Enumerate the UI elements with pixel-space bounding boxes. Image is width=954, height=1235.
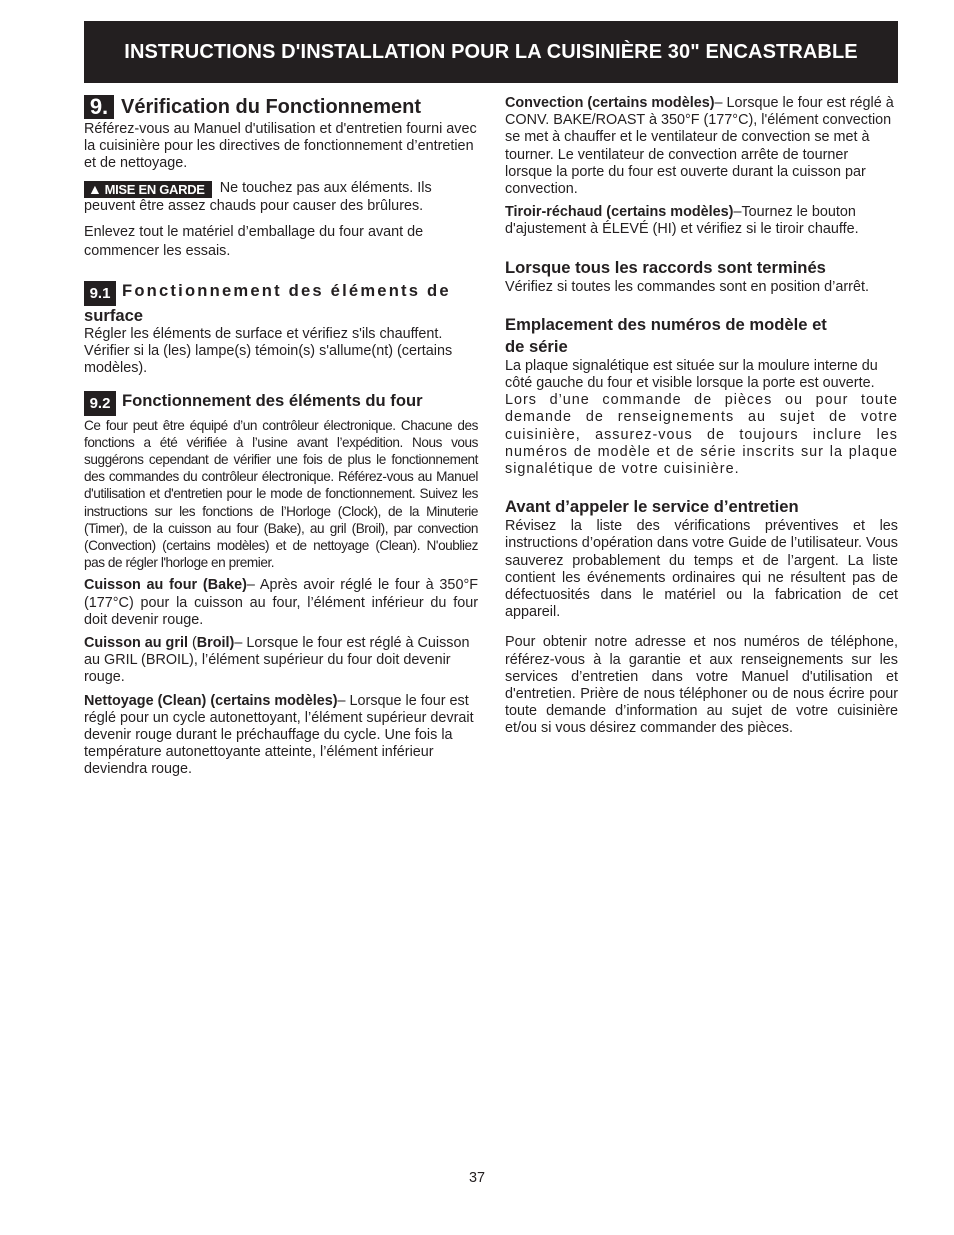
page-number: 37 bbox=[468, 1170, 485, 1186]
connections-heading: Lorsque tous les raccords sont terminés bbox=[505, 257, 826, 277]
bake-text: – Après avoir réglé le four à 350°F (177°C) pour la cuisson au four, l’élément inférieur du four doit devenir rouge. bbox=[84, 577, 478, 628]
page-header-banner bbox=[84, 21, 898, 83]
section-9-2-title: Fonctionnement des éléments du four bbox=[122, 390, 423, 410]
warning-triangle-icon: ▲ bbox=[88, 180, 102, 197]
service-text: Révisez la liste des vérifications préventives et les instructions d’opération dans votre Guide de l’utilisateur. Vous sauverez probablement du temps et de l’argent. La liste contient les événements ordinaires qui ne résultent pas de défectuosités dans le matériel ou la fabrication de cet appareil. bbox=[505, 518, 898, 621]
section-9-1-body: Régler les éléments de surface et vérifiez s'ils chauffent. Vérifier si la (les) lampe(s) témoin(s) s'allume(nt) (certains modèles). bbox=[84, 325, 453, 377]
section-9-2-number: 9.2 bbox=[84, 391, 116, 416]
convection-paragraph bbox=[505, 95, 898, 198]
warning-paragraph bbox=[84, 180, 478, 215]
warning-badge-label: MISE EN GARDE bbox=[104, 181, 205, 197]
clean-text: – Lorsque le four est réglé pour un cycle autonettoyant, l’élément supérieur devrait devenir rouge durant le préchauffage du cycle. Une fois la température autonettoyante atteinte, l’élément inférieur deviendra rouge. bbox=[84, 692, 474, 778]
section-9-1-number: 9.1 bbox=[84, 281, 116, 306]
contact-text: Pour obtenir notre adresse et nos numéros de téléphone, référez-vous à la garantie et aux renseignements sur les services d’entretien dans votre Manuel d'utilisation et d'entretien. Prière de nous téléphoner ou de nous écrire pour toute demande d’information au sujet de votre cuisinière et/ou si vous désirez commander des pièces. bbox=[505, 634, 898, 737]
section-9-intro: Référez-vous au Manuel d'utilisation et d'entretien fourni avec la cuisinière pour les directives de fonctionnement d’entretien et de nettoyage. bbox=[84, 121, 477, 172]
section-9-title: Vérification du Fonctionnement bbox=[121, 95, 422, 118]
left-column bbox=[84, 95, 478, 779]
clean-paragraph bbox=[84, 693, 478, 779]
convection-text: – Lorsque le four est réglé à CONV. BAKE/ROAST à 350°F (177°C), l'élément convection se met à chauffer et le ventilateur de convection se met à tourner. Le ventilateur de convection arrête de tourner lorsque la porte du four est ouverte durant la cuisson par convection. bbox=[505, 95, 894, 198]
warning-text: Ne touchez pas aux éléments. Ils peuvent être assez chauds pour causer des brûlures. bbox=[84, 179, 432, 214]
drawer-text: –Tournez le bouton d'ajustement à ÉLEVÉ (HI) et vérifiez si le tiroir chauffe. bbox=[505, 204, 859, 238]
section-9-heading bbox=[84, 95, 478, 119]
section-9-2-body: Ce four peut être équipé d’un contrôleur électronique. Chacune des fonctions a été vérifiée à l’usine avant l’expédition. Nous vous suggérons cependant de vérifier une fois de plus le fonctionnement des commandes du contrôleur électronique. Référez-vous au Manuel d'utilisation et d'entretien pour le mode de fonctionnement. Suivez les instructions sur les fonctions de l’Horloge (Clock), de la Minuterie (Timer), de la cuisson au four (Bake), au gril (Broil), par convection (Convection) (certains modèles) et de nettoyage (Clean). N'oubliez pas de régler l'horloge en premier. bbox=[84, 417, 478, 571]
section-9-1-title-line2: surface bbox=[84, 305, 144, 325]
page-header-title: INSTRUCTIONS D'INSTALLATION POUR LA CUISINIÈRE 30" ENCASTRABLE bbox=[124, 40, 858, 63]
convection-label: Convection (certains modèles) bbox=[505, 95, 715, 111]
warning-badge bbox=[84, 181, 212, 198]
drawer-paragraph bbox=[505, 204, 898, 238]
section-9-2-heading bbox=[84, 391, 478, 416]
bake-label: Cuisson au four (Bake) bbox=[84, 577, 247, 594]
section-9-1-heading bbox=[84, 281, 478, 326]
broil-label-suffix: Broil) bbox=[196, 634, 235, 651]
packaging-text: Enlevez tout le matériel d’emballage du four avant de commencer les essais. bbox=[84, 223, 424, 259]
serial-heading-line2: de série bbox=[505, 336, 568, 356]
serial-text-2: Lors d’une commande de pièces ou pour toute demande de renseignements au sujet de votre cuisinière, assurez-vous de toujours inclure les numéros de modèle et de série inscrits sur la plaque signalétique de votre cuisinière. bbox=[505, 392, 898, 478]
serial-heading bbox=[505, 314, 898, 358]
serial-heading-line1: Emplacement des numéros de modèle et bbox=[505, 314, 827, 334]
bake-paragraph bbox=[84, 577, 478, 629]
section-9-number: 9. bbox=[84, 95, 114, 119]
broil-label: Cuisson au gril bbox=[84, 634, 188, 651]
section-9-1-title-line1: Fonctionnement des éléments de bbox=[122, 280, 451, 300]
drawer-label: Tiroir-réchaud (certains modèles) bbox=[505, 204, 734, 221]
right-column bbox=[505, 95, 898, 738]
service-heading: Avant d’appeler le service d’entretien bbox=[505, 497, 799, 517]
broil-text: – Lorsque le four est réglé à Cuisson au GRIL (BROIL), l’élément supérieur du four doit devenir rouge. bbox=[84, 634, 470, 686]
broil-paragraph bbox=[84, 635, 478, 687]
broil-paren: ( bbox=[187, 634, 197, 651]
clean-label: Nettoyage (Clean) (certains modèles) bbox=[84, 692, 338, 709]
connections-text: Vérifiez si toutes les commandes sont en position d’arrêt. bbox=[505, 278, 869, 295]
serial-text-1: La plaque signalétique est située sur la moulure interne du côté gauche du four et visible lorsque la porte est ouverte. bbox=[505, 357, 878, 392]
